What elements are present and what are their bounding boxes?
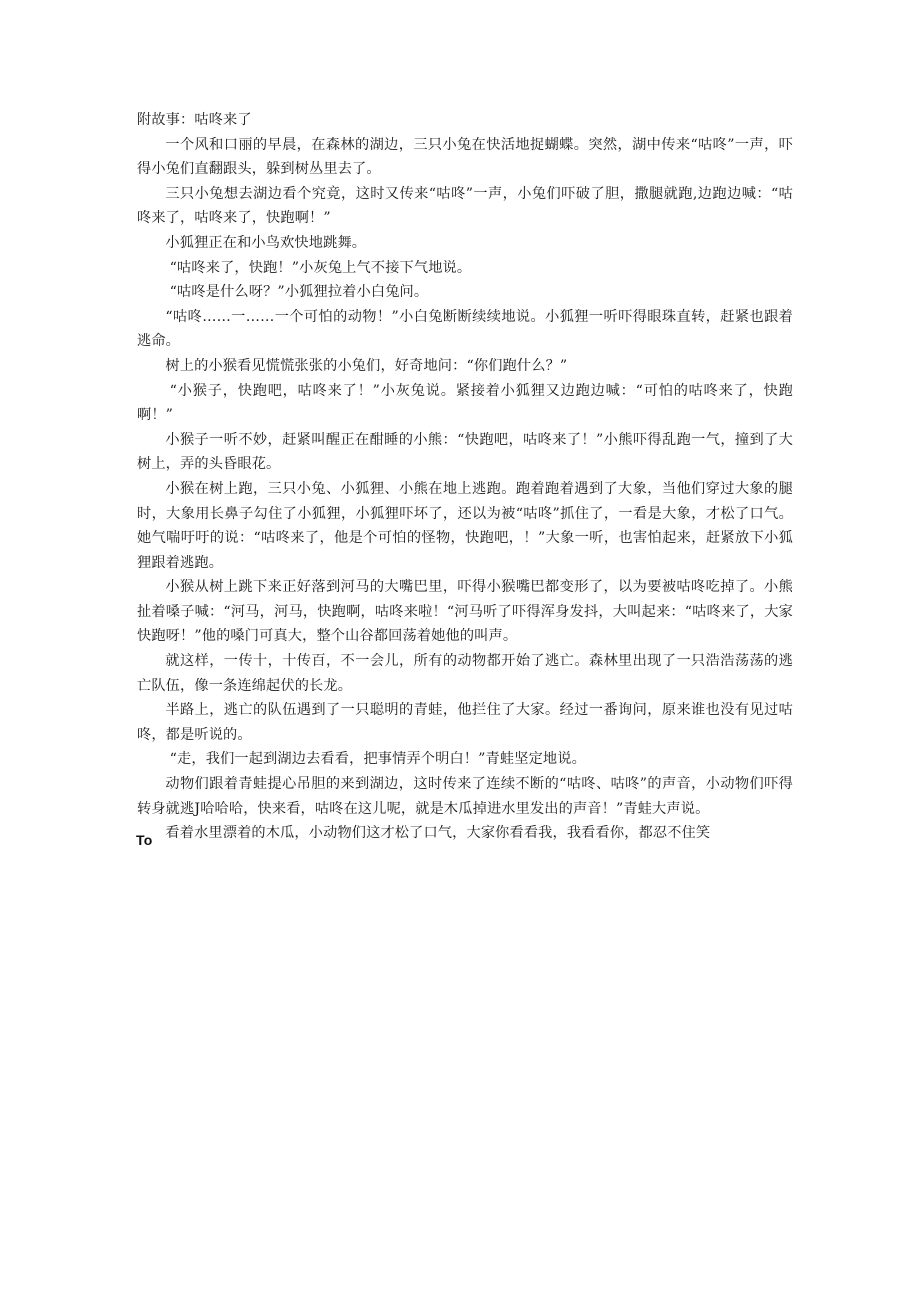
paragraph-10: 小猴在树上跑，三只小兔、小狐狸、小熊在地上逃跑。跑着跑着遇到了大象，当他们穿过大象的腿时，大象用长鼻子勾住了小狐狸，小狐狸吓坏了，还以为被“咕咚”抓住了，一看是大象，才松了口气。她气喘吁吁的说：“咕咚来了，他是个可怕的怪物，快跑吧，！”大象一听，也害怕起来，赶紧放下小狐狸跟着逃跑。 [137,480,793,571]
footer-mark: To [136,832,153,848]
paragraph-4: “咕咚来了，快跑！”小灰兔上气不接下气地说。 [169,259,472,276]
paragraph-2: 三只小兔想去湖边看个究竟，这时又传来“咕咚”一声，小兔们吓破了胆，撒腿就跑,边跑边喊：“咕咚来了，咕咚来了，快跑啊！” [137,185,793,227]
paragraph-7: 树上的小猴看见慌慌张张的小兔们，好奇地问：“你们跑什么？” [165,357,568,374]
story-title: 附故事：咕咚来了 [137,112,252,128]
paragraph-9: 小猴子一听不妙，赶紧叫醒正在酣睡的小熊：“快跑吧，咕咚来了！”小熊吓得乱跑一气，撞到了大树上，弄的头昏眼花。 [137,431,793,473]
paragraph-11: 小猴从树上跳下来正好落到河马的大嘴巴里，吓得小猴嘴巴都变形了，以为要被咕咚吃掉了。小熊扯着嗓子喊：“河马，河马，快跑啊，咕咚来啦！“河马听了吓得浑身发抖，大叫起来：“咕咚来了，大家快跑呀！”他的嗓门可真大，整个山谷都回荡着她他的叫声。 [137,579,793,645]
paragraph-3: 小狐狸正在和小鸟欢快地跳舞。 [165,234,367,251]
paragraph-8: “小猴子，快跑吧，咕咚来了！”小灰兔说。紧接着小狐狸又边跑边喊：“可怕的咕咚来了，快跑啊！” [137,382,793,424]
paragraph-6: “咕咚……一……一个可怕的动物！”小白兔断断续续地说。小狐狸一听吓得眼珠直转，赶紧也跟着逃命。 [137,308,793,350]
story-body [137,108,793,846]
paragraph-15: 动物们跟着青蛙提心吊胆的来到湖边，这时传来了连续不断的“咕咚、咕咚”的声音，小动物们吓得转身就逃J哈哈哈，快来看，咕咚在这儿呢，就是木瓜掉进水里发出的声音！”青蛙大声说。 [137,776,793,817]
paragraph-1: 一个风和口丽的早晨，在森林的湖边，三只小兔在快活地捉蝴蝶。突然，湖中传来“咕咚”一声，吓得小兔们直翻跟头，躲到树丛里去了。 [137,136,793,178]
paragraph-13: 半路上，逃亡的队伍遇到了一只聪明的青蛙，他拦住了大家。经过一番询问，原来谁也没有见过咕咚，都是听说的。 [137,702,793,743]
paragraph-12: 就这样，一传十，十传百，不一会儿，所有的动物都开始了逃亡。森林里出现了一只浩浩荡荡的逃亡队伍，像一条连绵起伏的长龙。 [137,653,793,694]
paragraph-14: “走，我们一起到湖边去看看，把事情弄个明白！”青蛙坚定地说。 [169,751,586,768]
paragraph-5: “咕咚是什么呀？”小狐狸拉着小白兔问。 [169,284,429,301]
paragraph-16: 看着水里漂着的木瓜，小动物们这才松了口气，大家你看看我，我看看你，都忍不住笑 [165,825,711,842]
